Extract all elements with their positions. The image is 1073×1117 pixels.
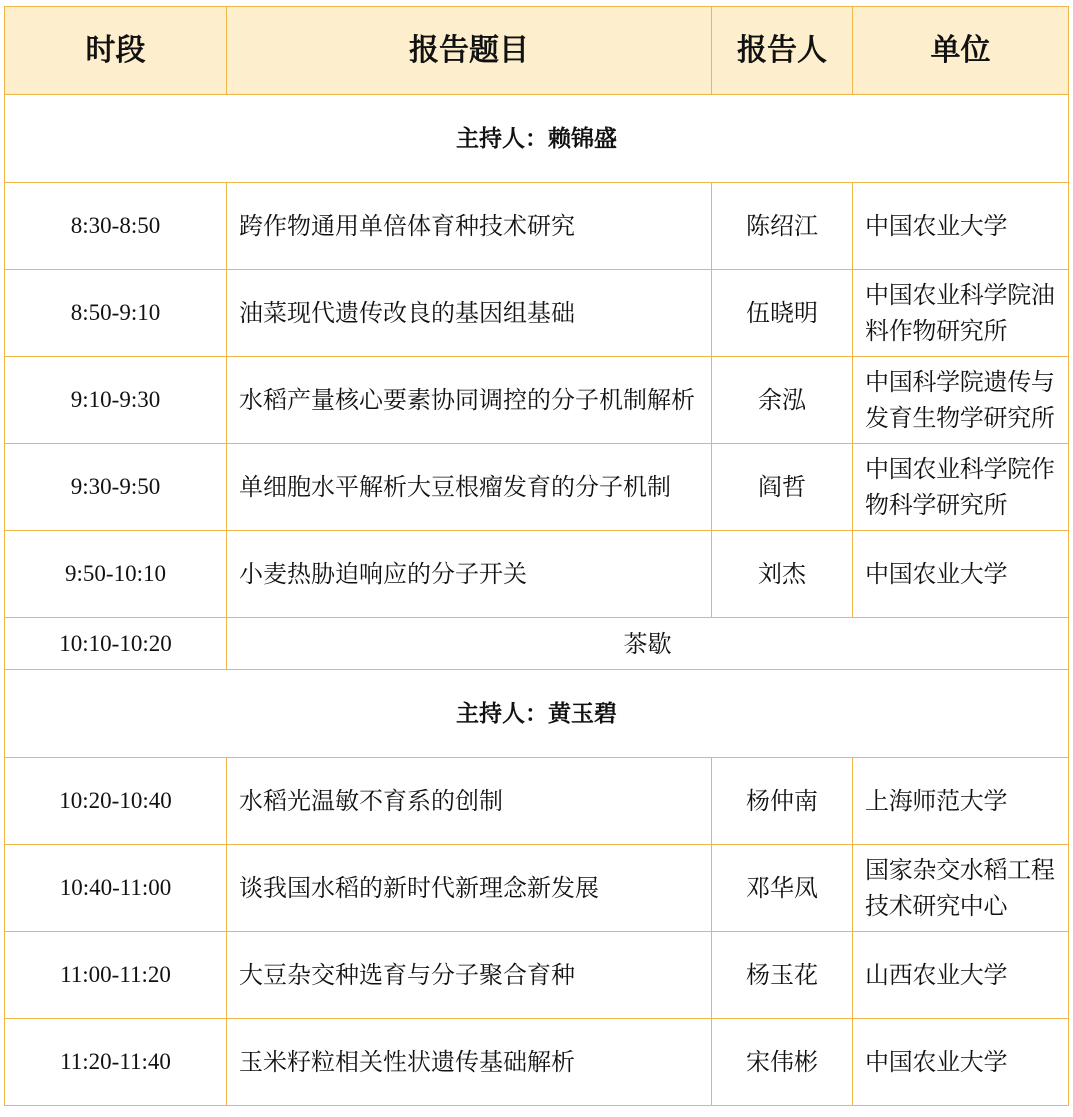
org-cell: 国家杂交水稻工程技术研究中心 (853, 845, 1069, 932)
org-cell: 中国农业大学 (853, 183, 1069, 270)
org-cell: 中国农业科学院作物科学研究所 (853, 444, 1069, 531)
topic-cell: 谈我国水稻的新时代新理念新发展 (227, 845, 712, 932)
session1-host: 主持人：赖锦盛 (5, 95, 1069, 183)
speaker-cell: 刘杰 (712, 531, 853, 618)
topic-cell: 油菜现代遗传改良的基因组基础 (227, 270, 712, 357)
org-cell: 山西农业大学 (853, 932, 1069, 1019)
topic-cell: 跨作物通用单倍体育种技术研究 (227, 183, 712, 270)
topic-cell: 单细胞水平解析大豆根瘤发育的分子机制 (227, 444, 712, 531)
table-row (5, 357, 1069, 444)
speaker-cell: 杨玉花 (712, 932, 853, 1019)
time-cell: 11:00-11:20 (5, 932, 227, 1019)
header-row (5, 7, 1069, 95)
table-row (5, 183, 1069, 270)
speaker-cell: 伍晓明 (712, 270, 853, 357)
time-cell: 10:40-11:00 (5, 845, 227, 932)
header-speaker: 报告人 (712, 7, 853, 95)
table-row (5, 1019, 1069, 1106)
agenda-table (4, 6, 1069, 1106)
topic-cell: 水稻产量核心要素协同调控的分子机制解析 (227, 357, 712, 444)
break-time-cell: 10:10-10:20 (5, 618, 227, 670)
topic-cell: 玉米籽粒相关性状遗传基础解析 (227, 1019, 712, 1106)
break-row (5, 618, 1069, 670)
org-cell: 中国农业大学 (853, 1019, 1069, 1106)
time-cell: 8:30-8:50 (5, 183, 227, 270)
header-org: 单位 (853, 7, 1069, 95)
time-cell: 10:20-10:40 (5, 758, 227, 845)
header-topic: 报告题目 (227, 7, 712, 95)
time-cell: 9:10-9:30 (5, 357, 227, 444)
org-cell: 上海师范大学 (853, 758, 1069, 845)
table-row (5, 531, 1069, 618)
org-cell: 中国农业大学 (853, 531, 1069, 618)
speaker-cell: 阎哲 (712, 444, 853, 531)
speaker-cell: 杨仲南 (712, 758, 853, 845)
topic-cell: 小麦热胁迫响应的分子开关 (227, 531, 712, 618)
agenda-sheet (4, 6, 1069, 1106)
table-row (5, 932, 1069, 1019)
time-cell: 9:50-10:10 (5, 531, 227, 618)
host-row (5, 670, 1069, 758)
time-cell: 9:30-9:50 (5, 444, 227, 531)
topic-cell: 大豆杂交种选育与分子聚合育种 (227, 932, 712, 1019)
table-row (5, 444, 1069, 531)
org-cell: 中国科学院遗传与发育生物学研究所 (853, 357, 1069, 444)
table-row (5, 270, 1069, 357)
speaker-cell: 邓华凤 (712, 845, 853, 932)
speaker-cell: 宋伟彬 (712, 1019, 853, 1106)
session2-host: 主持人：黄玉碧 (5, 670, 1069, 758)
speaker-cell: 陈绍江 (712, 183, 853, 270)
table-row (5, 758, 1069, 845)
org-cell: 中国农业科学院油料作物研究所 (853, 270, 1069, 357)
host-row (5, 95, 1069, 183)
topic-cell: 水稻光温敏不育系的创制 (227, 758, 712, 845)
time-cell: 11:20-11:40 (5, 1019, 227, 1106)
header-time: 时段 (5, 7, 227, 95)
table-row (5, 845, 1069, 932)
speaker-cell: 余泓 (712, 357, 853, 444)
break-label: 茶歇 (227, 618, 1069, 670)
time-cell: 8:50-9:10 (5, 270, 227, 357)
